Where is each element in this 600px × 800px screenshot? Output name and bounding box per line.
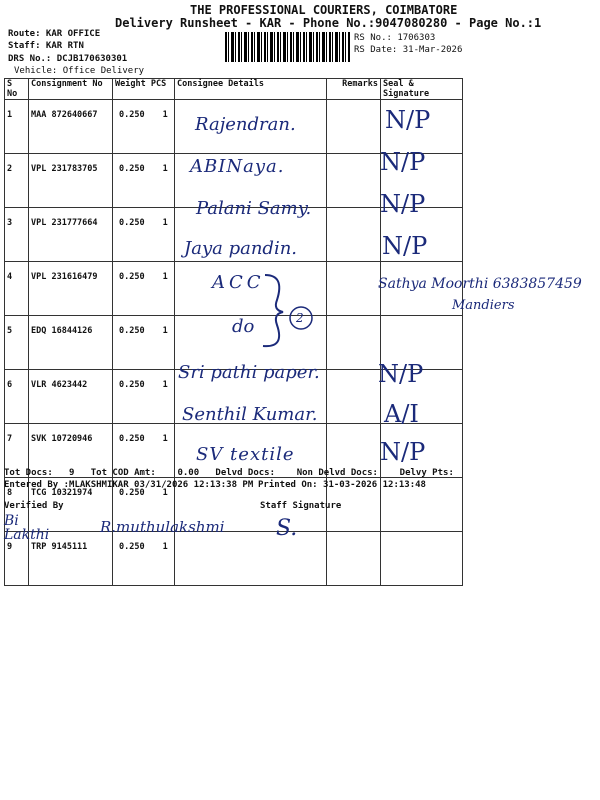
np-mark-7: N/P bbox=[378, 360, 424, 388]
staff: Staff: KAR RTN bbox=[8, 41, 84, 51]
cell-consignment: SVK 10720946 bbox=[29, 424, 113, 478]
rs-date: RS Date: 31-Mar-2026 bbox=[354, 45, 463, 55]
cell-consignment: VPL 231777664 bbox=[29, 208, 113, 262]
runsheet-title: Delivery Runsheet - KAR - Phone No.:9047080280 - Page No.:1 bbox=[115, 16, 542, 30]
cell-remarks bbox=[327, 262, 381, 316]
col-pcs: PCS bbox=[150, 79, 167, 89]
vehicle: Vehicle: Office Delivery bbox=[14, 66, 145, 76]
handwriting-row8: Senthil Kumar. bbox=[182, 404, 318, 425]
handwriting-row1: Rajendran. bbox=[195, 114, 296, 135]
cod-value: 0.00 bbox=[177, 468, 200, 478]
cell-weight-pcs bbox=[113, 208, 175, 262]
pcs-value: 1 bbox=[162, 434, 168, 444]
cell-remarks bbox=[327, 370, 381, 424]
brace-mark bbox=[255, 270, 315, 350]
circled-number: 2 bbox=[296, 311, 304, 325]
np-mark-3: N/P bbox=[380, 190, 426, 218]
table-row bbox=[5, 532, 463, 586]
cell-sno: 7 bbox=[5, 424, 29, 478]
cell-remarks bbox=[327, 208, 381, 262]
weight-value: 0.250 bbox=[119, 218, 145, 228]
pcs-value: 1 bbox=[162, 326, 168, 336]
company-title: THE PROFESSIONAL COURIERS, COIMBATORE bbox=[190, 3, 458, 17]
weight-value: 0.250 bbox=[119, 542, 145, 552]
pcs-value: 1 bbox=[162, 218, 168, 228]
cell-consignee bbox=[175, 532, 327, 586]
np-mark-2: N/P bbox=[380, 148, 426, 176]
cell-consignment: VLR 4623442 bbox=[29, 370, 113, 424]
cell-weight-pcs bbox=[113, 100, 175, 154]
verified-signature: Bi Lakthi bbox=[4, 513, 50, 543]
handwriting-row5: ACC bbox=[212, 272, 265, 293]
non-delvd-docs: Non Delvd Docs: bbox=[296, 468, 378, 478]
cell-sno: 8 bbox=[5, 478, 29, 532]
cell-sno: 4 bbox=[5, 262, 29, 316]
cell-consignment: MAA 872640667 bbox=[29, 100, 113, 154]
np-mark-1: N/P bbox=[385, 106, 431, 134]
weight-value: 0.250 bbox=[119, 488, 145, 498]
cell-remarks bbox=[327, 100, 381, 154]
col-weight: Weight bbox=[115, 79, 146, 89]
cell-consignment: VPL 231616479 bbox=[29, 262, 113, 316]
delvd-docs: Delvd Docs: bbox=[215, 468, 276, 478]
tot-docs-label: Tot Docs: bbox=[4, 468, 53, 478]
weight-value: 0.250 bbox=[119, 326, 145, 336]
weight-value: 0.250 bbox=[119, 380, 145, 390]
cell-consignment: VPL 231783705 bbox=[29, 154, 113, 208]
pcs-value: 1 bbox=[162, 110, 168, 120]
cell-sno: 1 bbox=[5, 100, 29, 154]
ai-mark-8: A/I bbox=[384, 400, 419, 428]
weight-value: 0.250 bbox=[119, 272, 145, 282]
handwriting-row4: Jaya pandin. bbox=[184, 238, 298, 259]
rs-number: RS No.: 1706303 bbox=[354, 33, 436, 43]
middle-signature: R.muthulakshmi bbox=[100, 518, 225, 536]
tot-docs-value: 9 bbox=[69, 468, 75, 478]
cell-seal bbox=[381, 532, 463, 586]
pcs-value: 1 bbox=[162, 488, 168, 498]
cell-weight-pcs bbox=[113, 262, 175, 316]
weight-value: 0.250 bbox=[119, 164, 145, 174]
signature-row5: Sathya Moorthi 6383857459 bbox=[378, 276, 582, 292]
weight-value: 0.250 bbox=[119, 434, 145, 444]
cell-sno: 5 bbox=[5, 316, 29, 370]
cell-weight-pcs bbox=[113, 316, 175, 370]
drs-number: DRS No.: DCJB170630301 bbox=[8, 54, 128, 64]
col-sno: S No bbox=[5, 79, 29, 100]
cell-weight-pcs bbox=[113, 154, 175, 208]
pcs-value: 1 bbox=[162, 380, 168, 390]
table-header bbox=[5, 79, 463, 100]
col-consignee: Consignee Details bbox=[175, 79, 327, 100]
route: Route: KAR OFFICE bbox=[8, 29, 101, 39]
verified-by: Verified By bbox=[4, 501, 64, 511]
cod-label: Tot COD Amt: bbox=[90, 468, 156, 478]
col-weight-pcs bbox=[113, 79, 175, 100]
handwriting-row2: ABINaya. bbox=[190, 156, 285, 177]
col-seal: Seal & Signature bbox=[381, 79, 463, 100]
cell-sno: 3 bbox=[5, 208, 29, 262]
entered-by: Entered By :MLAKSHMIKAR 03/31/2026 12:13:38 PM bbox=[4, 480, 254, 490]
delvy-pts: Delvy Pts: bbox=[399, 468, 454, 478]
cell-weight-pcs bbox=[113, 370, 175, 424]
cell-sno: 9 bbox=[5, 532, 29, 586]
handwriting-row3: Palani Samy. bbox=[196, 198, 312, 219]
cell-sno: 6 bbox=[5, 370, 29, 424]
np-mark-9: N/P bbox=[380, 438, 426, 466]
cell-consignment: TRP 9145111 bbox=[29, 532, 113, 586]
cell-remarks bbox=[327, 154, 381, 208]
np-mark-4: N/P bbox=[382, 232, 428, 260]
barcode bbox=[225, 32, 350, 62]
pcs-value: 1 bbox=[162, 272, 168, 282]
pcs-value: 1 bbox=[162, 164, 168, 174]
col-consignment: Consignment No bbox=[29, 79, 113, 100]
staff-signature-label: Staff Signature bbox=[260, 501, 342, 511]
weight-value: 0.250 bbox=[119, 110, 145, 120]
cell-remarks bbox=[327, 532, 381, 586]
col-remarks: Remarks bbox=[327, 79, 381, 100]
handwriting-row7: Sri pathi paper. bbox=[178, 362, 320, 383]
handwriting-row9: SV textile bbox=[196, 444, 295, 465]
pcs-value: 1 bbox=[162, 542, 168, 552]
cell-remarks bbox=[327, 316, 381, 370]
footer-totals bbox=[4, 468, 454, 478]
cell-consignment: TCG 10321974 bbox=[29, 478, 113, 532]
staff-signature: S. bbox=[276, 516, 298, 541]
cell-consignment: EDQ 16844126 bbox=[29, 316, 113, 370]
signature-row5-b: Mandiers bbox=[452, 298, 515, 313]
printed-on: Printed On: 31-03-2026 12:13:48 bbox=[258, 480, 426, 490]
cell-sno: 2 bbox=[5, 154, 29, 208]
cell-weight-pcs bbox=[113, 532, 175, 586]
handwriting-row6: do bbox=[232, 316, 255, 337]
